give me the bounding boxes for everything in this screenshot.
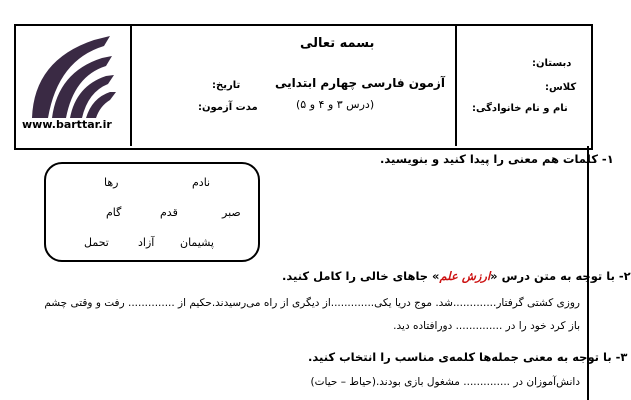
word-raha: رها xyxy=(104,176,119,189)
barttar-logo-icon xyxy=(24,30,124,130)
question-1: ۱- کلمات هم معنی را پیدا کنید و بنویسید. xyxy=(380,152,614,166)
lessons-label: (درس ۳ و ۴ و ۵) xyxy=(296,98,375,111)
question-2-after: » جاهای خالی را کامل کنید. xyxy=(282,269,440,283)
school-label: دبستان: xyxy=(532,58,572,69)
word-nadem: نادم xyxy=(192,176,211,189)
date-label: تاریخ: xyxy=(212,80,241,91)
word-ghadam: قدم xyxy=(160,206,178,219)
word-gam: گام xyxy=(106,206,122,219)
question-3-line-1: دانش‌آموزان در .............. مشغول بازی بودند.(حیاط – حیات) xyxy=(310,376,580,388)
question-2-line-1: روزی کشتی گرفتار.............شد. موج دریا یکی.............از دیگری از راه می‌رسیدند.حکیم از .............. رفت و وقتی چشم xyxy=(44,297,580,309)
question-3: ۳- با توجه به معنی جمله‌ها کلمه‌ی مناسب را انتخاب کنید. xyxy=(308,350,628,364)
website-url: www.barttar.ir xyxy=(22,118,112,131)
question-2 xyxy=(282,269,631,283)
exam-title: آزمون فارسی چهارم ابتدایی xyxy=(275,76,445,90)
name-label: نام و نام خانوادگی: xyxy=(472,103,568,114)
header-divider-right xyxy=(455,26,457,146)
word-azad: آزاد xyxy=(138,236,155,249)
word-tahammol: تحمل xyxy=(84,236,109,249)
question-2-before: ۲- با توجه به متن درس « xyxy=(490,269,631,283)
page-title: بسمه تعالی xyxy=(300,36,375,51)
word-pashiman: پشیمان xyxy=(180,236,214,249)
class-label: کلاس: xyxy=(545,82,577,93)
word-sabr: صبر xyxy=(222,206,241,219)
duration-label: مدت آزمون: xyxy=(198,102,258,113)
question-2-line-2: باز کرد خود را در .............. دورافتاده دید. xyxy=(393,320,580,332)
header-divider-left xyxy=(130,26,132,146)
lesson-name: ارزش علم xyxy=(439,269,491,283)
